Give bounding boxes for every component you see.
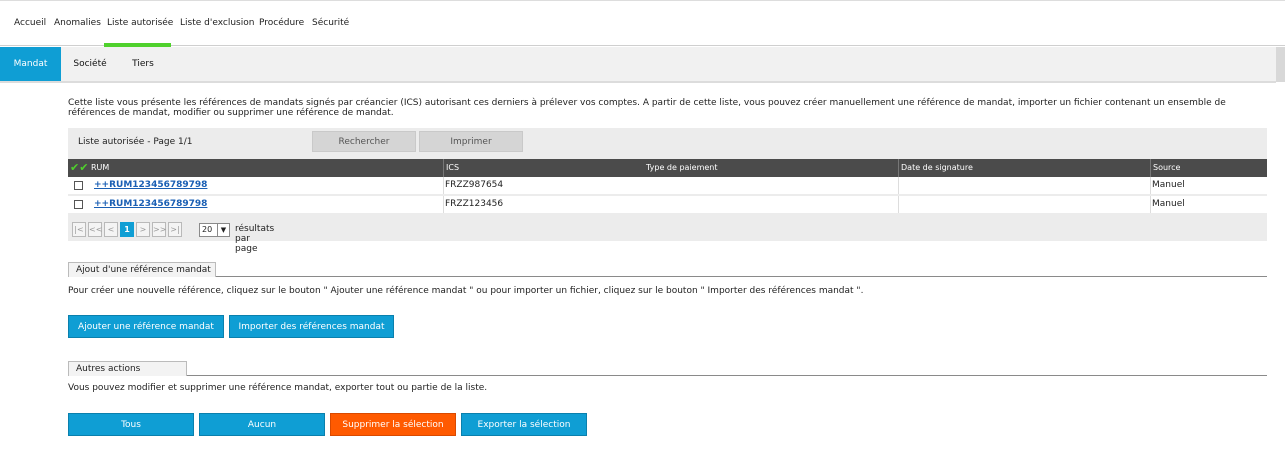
ics-cell: FRZZ123456 bbox=[445, 199, 504, 209]
add-section-title: Ajout d'une référence mandat bbox=[68, 262, 216, 277]
col-header-date: Date de signature bbox=[898, 159, 1150, 177]
results-per-page-label: résultats par page bbox=[235, 224, 275, 254]
other-actions-divider bbox=[187, 375, 1267, 376]
nav-item-liste-autorisee[interactable]: Liste autorisée bbox=[107, 18, 174, 28]
source-cell: Manuel bbox=[1152, 180, 1185, 190]
rum-link[interactable]: ++RUM123456789798 bbox=[94, 199, 208, 209]
nav-item-securite[interactable]: Sécurité bbox=[312, 18, 350, 28]
authorized-list-panel bbox=[68, 128, 1267, 254]
nav-item-procedure[interactable]: Procédure bbox=[259, 18, 305, 28]
other-actions-title: Autres actions bbox=[68, 361, 187, 376]
first-page-icon[interactable]: |< bbox=[72, 222, 86, 237]
col-header-source: Source bbox=[1150, 159, 1267, 177]
export-selection-button[interactable]: Exporter la sélection bbox=[461, 413, 587, 436]
add-section-description: Pour créer une nouvelle référence, cliquez sur le bouton " Ajouter une référence mandat " ou pour importer un fichier, cliquez sur le bouton " Importer des références mandat ". bbox=[68, 286, 864, 296]
nav-item-accueil[interactable]: Accueil bbox=[14, 18, 47, 28]
select-all-button[interactable]: Tous bbox=[68, 413, 194, 436]
row-checkbox[interactable] bbox=[74, 200, 83, 209]
cell-separator bbox=[1150, 196, 1151, 213]
next-pages-icon[interactable]: >> bbox=[152, 222, 166, 237]
sub-navigation bbox=[0, 47, 1276, 81]
ics-cell: FRZZ987654 bbox=[445, 180, 504, 190]
col-header-ics bbox=[443, 159, 898, 177]
col-header-type: Type de paiement bbox=[646, 163, 718, 172]
col-header-ics-label: ICS bbox=[446, 163, 460, 172]
select-none-button[interactable]: Aucun bbox=[199, 413, 325, 436]
table-header bbox=[68, 159, 1267, 177]
intro-text: Cette liste vous présente les références de mandats signés par créancier (ICS) autorisant ces derniers à prélever vos comptes. A partir de cette liste, vous pouvez créer manuellement une référence de mandat, importer un fichier contenant un ensemble de références de mandat, modifier ou supprimer une référence de mandat. bbox=[68, 98, 1226, 118]
nav-item-liste-exclusion[interactable]: Liste d'exclusion bbox=[180, 18, 255, 28]
tab-tiers[interactable]: Tiers bbox=[132, 59, 154, 69]
col-header-rum: RUM bbox=[91, 163, 110, 172]
rum-link[interactable]: ++RUM123456789798 bbox=[94, 180, 208, 190]
results-per-page-value: 20 bbox=[202, 225, 213, 234]
select-all-check-icon[interactable]: ✔✔ bbox=[70, 161, 89, 174]
other-actions-description: Vous pouvez modifier et supprimer une référence mandat, exporter tout ou partie de la liste. bbox=[68, 383, 488, 393]
next-page-icon[interactable]: > bbox=[136, 222, 150, 237]
delete-selection-button[interactable]: Supprimer la sélection bbox=[330, 413, 456, 436]
prev-page-icon[interactable]: < bbox=[104, 222, 118, 237]
tab-mandat[interactable]: Mandat bbox=[0, 47, 61, 81]
row-checkbox[interactable] bbox=[74, 181, 83, 190]
search-button[interactable]: Rechercher bbox=[312, 131, 416, 152]
top-navigation bbox=[0, 0, 1285, 46]
import-mandates-button[interactable]: Importer des références mandat bbox=[229, 315, 394, 338]
table-row bbox=[68, 196, 1267, 213]
results-per-page-select[interactable] bbox=[199, 223, 230, 237]
last-page-icon[interactable]: >| bbox=[168, 222, 182, 237]
print-button[interactable]: Imprimer bbox=[419, 131, 523, 152]
add-mandate-button[interactable]: Ajouter une référence mandat bbox=[68, 315, 224, 338]
cell-separator bbox=[898, 196, 899, 213]
prev-pages-icon[interactable]: << bbox=[88, 222, 102, 237]
tab-societe[interactable]: Société bbox=[73, 59, 107, 69]
current-page-button[interactable]: 1 bbox=[120, 222, 134, 237]
scrollbar[interactable] bbox=[1276, 47, 1285, 82]
cell-separator bbox=[898, 177, 899, 194]
source-cell: Manuel bbox=[1152, 199, 1185, 209]
subnav-divider bbox=[0, 81, 1276, 83]
chevron-down-icon: ▼ bbox=[217, 224, 229, 236]
cell-separator bbox=[1150, 177, 1151, 194]
add-section-divider bbox=[216, 276, 1267, 277]
cell-separator bbox=[443, 177, 444, 194]
table-row bbox=[68, 177, 1267, 194]
cell-separator bbox=[443, 196, 444, 213]
list-title: Liste autorisée - Page 1/1 bbox=[78, 137, 193, 147]
nav-item-anomalies[interactable]: Anomalies bbox=[54, 18, 101, 28]
